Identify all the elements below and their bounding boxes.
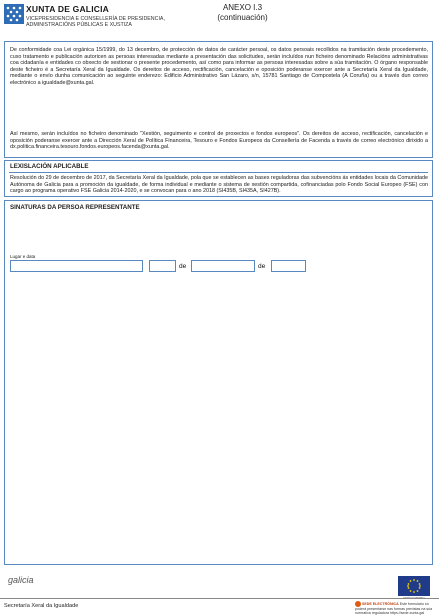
- place-date-label: Lugar e data: [10, 254, 36, 259]
- sede-electronica-notice: [355, 601, 437, 616]
- org-title: XUNTA DE GALICIA: [26, 4, 110, 14]
- privacy-paragraph-1: De conformidade coa Lei orgánica 15/1999, do 13 decembro, de protección de datos de carácter persoal, os datos persoais recollidos na tramitación deste procedemento, cuxo tratamento e publicación autoricen as persoas interesadas mediante a presentación das solicitudes, serán incluídos nun ficheiro denominado Relacións administrativas coa cidadanía e entidades co obxecto de xestionar o presente procedemento, así como para informar as persoas interesadas sobre a súa tramitación. O órgano responsable deste ficheiro é a Secretaría Xeral da Igualdade. Os dereitos de acceso, rectificación, cancelación e oposición poderanse exercer ante a Secretaría Xeral da Igualdade, mediante o envío dunha comunicación ao seguinte enderezo: Edificio Administrativo San Lázaro, s/n, 15781 Santiago de Compostela (A Coruña) ou a través dun correo electrónico a igualdade@xunta.gal.: [10, 47, 428, 86]
- xunta-logo-icon: [4, 4, 24, 24]
- footer-divider: [0, 598, 439, 599]
- signature-title: SINATURAS DA PERSOA REPRESENTANTE: [10, 204, 140, 211]
- org-subtitle-line-2: ADMINISTRACIÓNS PÚBLICAS E XUSTIZA: [26, 22, 132, 29]
- day-input[interactable]: [149, 260, 176, 272]
- place-input[interactable]: [10, 260, 143, 272]
- sede-text: Este formulario só poderá presentarse nas formas previstas na súa normativa reguladora: [355, 601, 433, 616]
- signature-box: [4, 200, 433, 565]
- sede-url[interactable]: https://sede.xunta.gal: [389, 611, 425, 616]
- privacy-notice-box: [4, 41, 433, 158]
- de-separator-2: de: [258, 263, 266, 270]
- org-subtitle: [26, 16, 165, 29]
- year-input[interactable]: [271, 260, 306, 272]
- org-subtitle-line-1: VICEPRESIDENCIA E CONSELLERÍA DE PRESIDENCIA,: [26, 16, 165, 22]
- footer-department: Secretaría Xeral da Igualdade: [4, 603, 79, 609]
- annex-heading: [195, 3, 290, 22]
- sede-label: SEDE ELECTRÓNICA: [362, 601, 399, 606]
- month-input[interactable]: [191, 260, 255, 272]
- eu-flag-icon: [398, 576, 430, 596]
- legislation-text: Resolución do 29 de decembro de 2017, da Secretaría Xeral da Igualdade, pola que se establecen as bases reguladoras das subvencións ás entidades locais da Comunidade Autónoma de Galicia para a promoción da igualdade, de forma individual e mediante o sistema de xestión compartida, cofinanciadas polo Fondo Social Europeo (FSE) con cargo ao programa operativo FSE Galicia 2014-2020, e se convocan para o ano 2018 (SI435B, SI435A, SI427B).: [10, 175, 428, 195]
- legislation-title: LEXISLACIÓN APLICABLE: [10, 163, 89, 170]
- eu-caption: UNIÓN EUROPEA: [403, 597, 425, 600]
- privacy-paragraph-2: Así mesmo, serán incluídos no ficheiro denominado "Xestión, seguimento e control de proxectos e fondos europeos". Os dereitos de acceso, rectificación, cancelación e oposición poderanse exercer ante a Dirección Xeral de Política Financeira, Tesouro e Fondos Europeos da Consellería de Facenda a través de correo electrónico dirixido a dx.politica.financeira.tesouro.fondos.europeos.facenda@xunta.gal.: [10, 131, 428, 151]
- de-separator-1: de: [179, 263, 187, 270]
- annex-title: ANEXO I.3: [222, 3, 263, 12]
- legislation-box: [4, 160, 433, 197]
- legislation-divider: [9, 172, 428, 173]
- galicia-brand-logo: galicia: [8, 575, 34, 585]
- annex-subtitle: (continuación): [217, 12, 268, 22]
